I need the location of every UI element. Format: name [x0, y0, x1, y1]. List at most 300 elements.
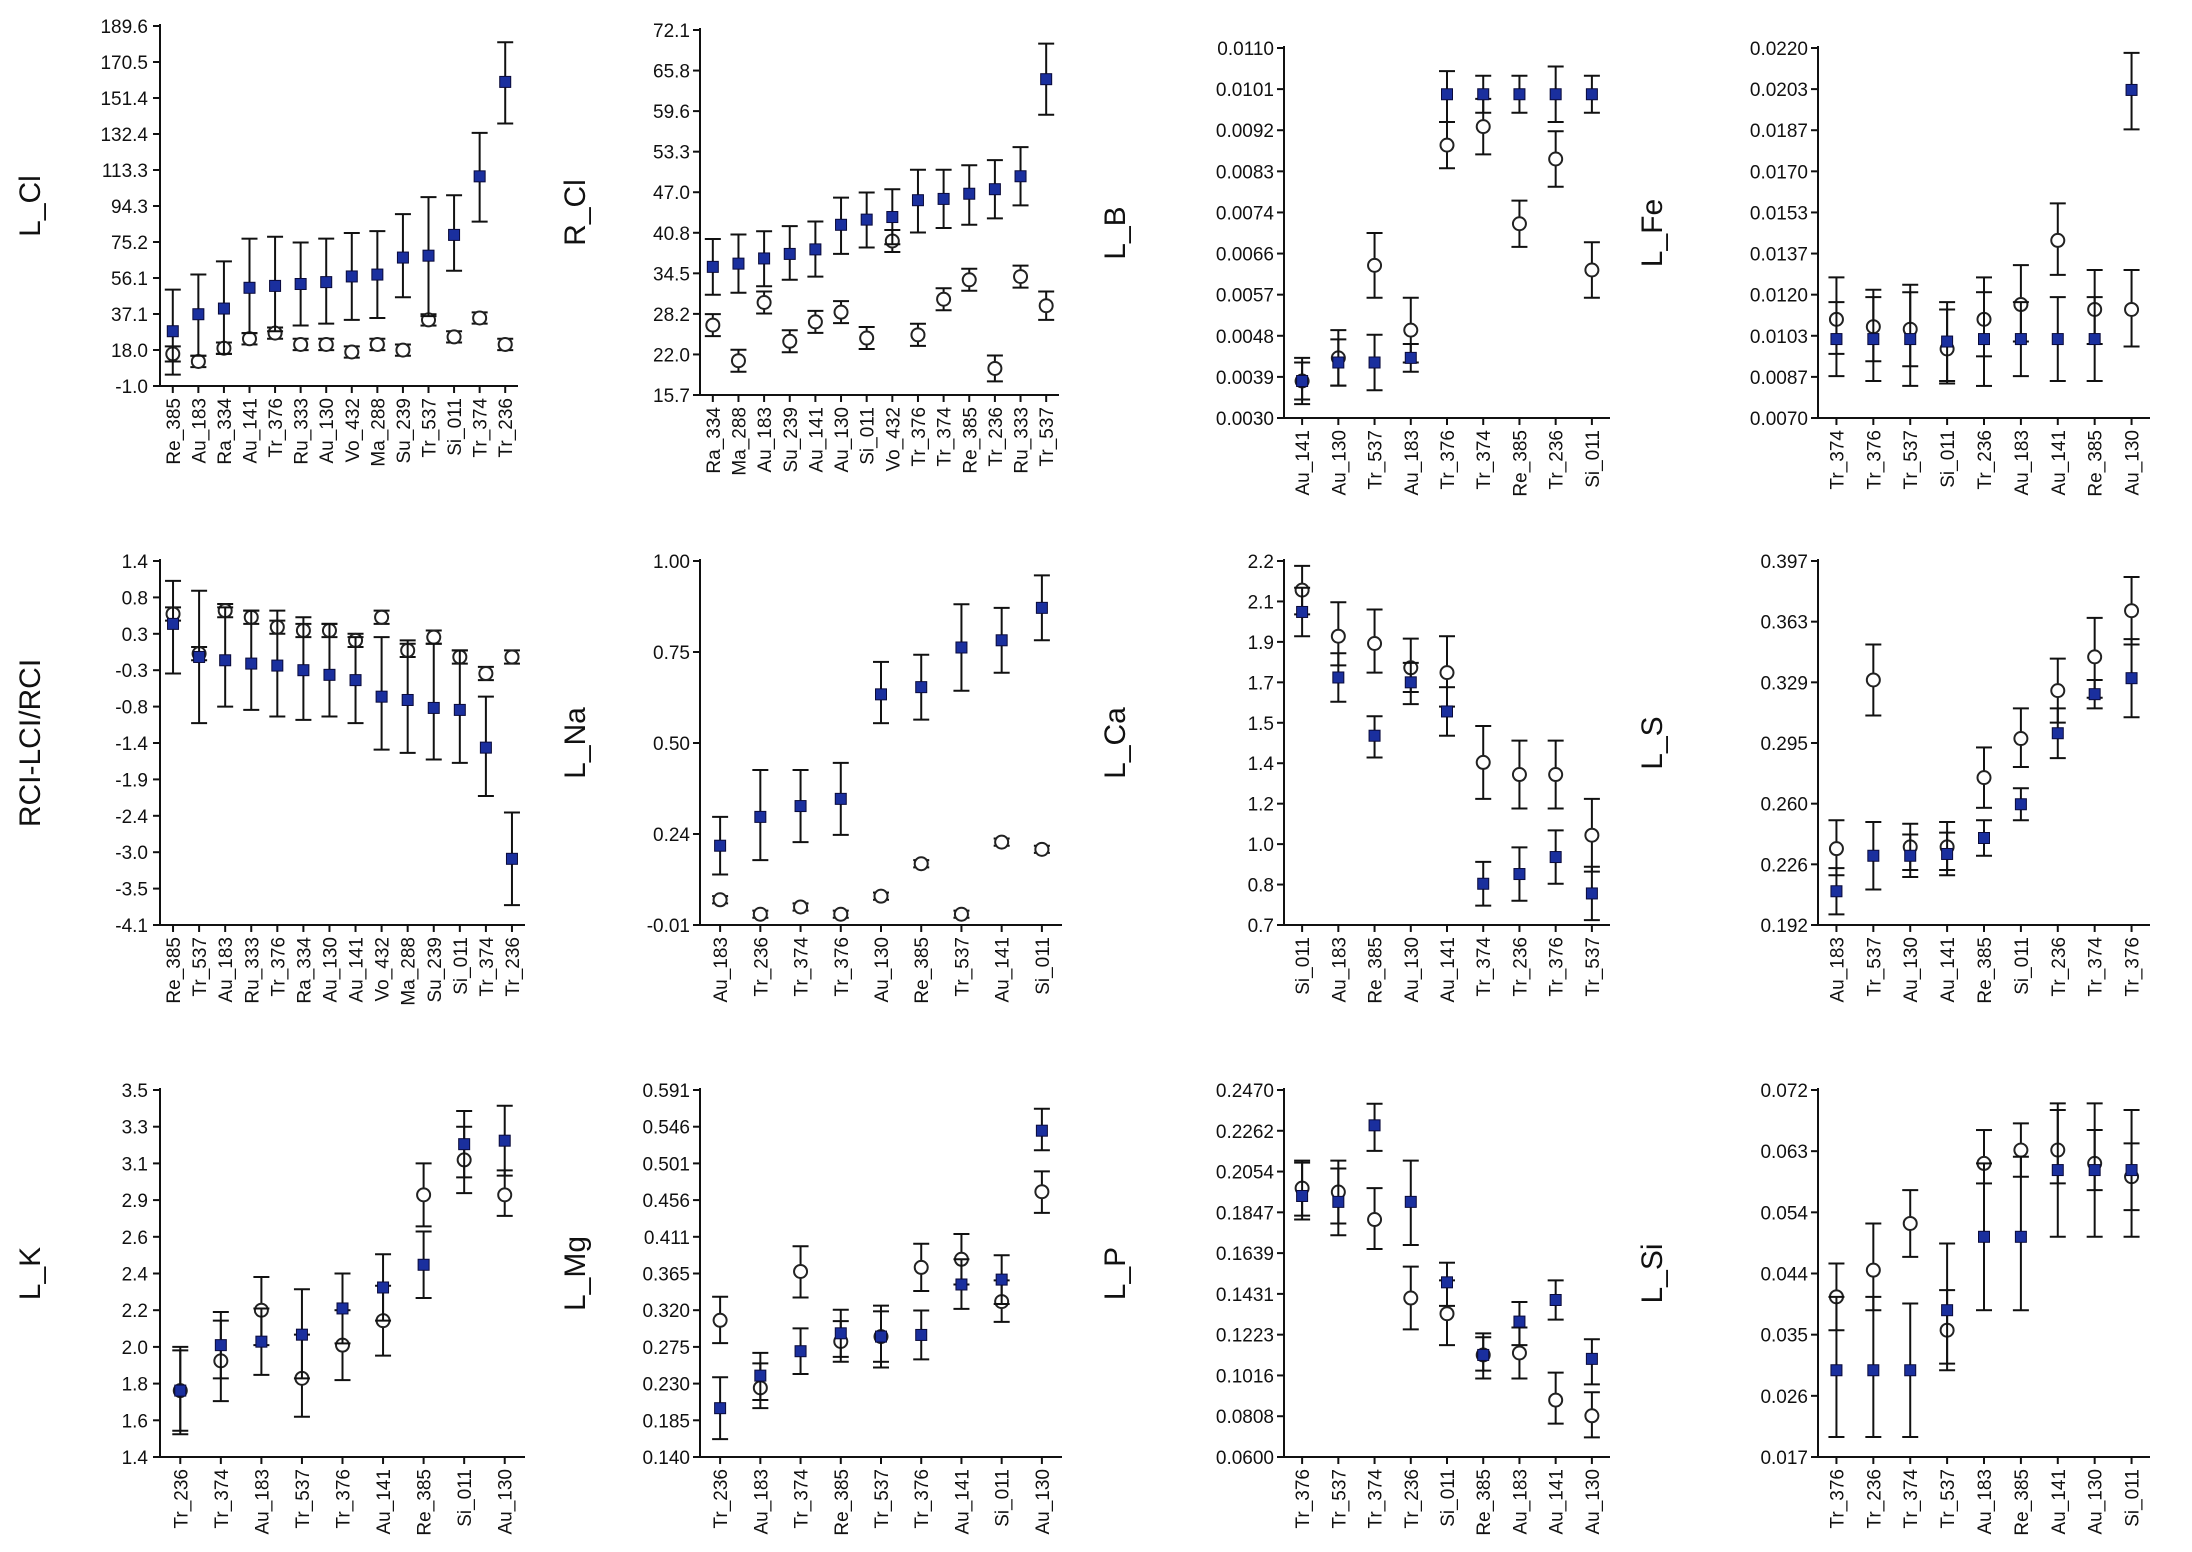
data-point-filled	[1942, 848, 1953, 859]
y-tick-label: -0.8	[115, 697, 148, 719]
y-tick-label: -1.0	[115, 377, 148, 398]
y-tick-label: 3.3	[121, 1117, 148, 1139]
series-filled	[165, 581, 520, 905]
x-tick-label: Re_385	[2011, 1469, 2033, 1536]
x-tick-label: Au_130	[1032, 1469, 1054, 1535]
data-point-open	[1904, 1217, 1917, 1230]
x-tick-label: Tr_537	[419, 398, 441, 458]
data-point-open	[915, 857, 928, 870]
y-tick-label: 0.456	[642, 1191, 690, 1213]
x-tick-label: Au_141	[1438, 937, 1459, 1003]
y-axis-title: L_P	[1099, 1246, 1132, 1301]
x-tick-label: Tr_376	[2122, 937, 2144, 997]
x-tick-label: Ma_288	[398, 937, 420, 1006]
y-tick-label: 0.591	[642, 1081, 690, 1102]
data-point-filled	[244, 282, 255, 293]
y-tick-label: 22.0	[653, 345, 690, 367]
data-point-filled	[218, 303, 229, 314]
chart-panel-1	[14, 17, 518, 467]
data-point-open	[1014, 270, 1027, 283]
data-point-open	[794, 900, 807, 913]
x-tick-label: Tr_236	[171, 1469, 193, 1529]
x-tick-label: Au_141	[1293, 430, 1315, 496]
x-tick-label: Tr_376	[908, 407, 930, 467]
x-tick-label: Tr_374	[211, 1469, 233, 1529]
y-tick-label: 0.0066	[1215, 244, 1274, 266]
data-point-filled	[168, 618, 179, 629]
data-point-open	[2051, 684, 2064, 697]
y-tick-label: 0.230	[642, 1374, 690, 1396]
series-open	[1294, 99, 1600, 400]
x-tick-label: Tr_376	[268, 937, 290, 997]
y-tick-label: 0.2470	[1215, 1081, 1274, 1102]
y-axis-title: L_S	[1636, 716, 1669, 770]
y-tick-label: 0.0220	[1749, 39, 1808, 60]
y-tick-label: 0.0074	[1215, 203, 1274, 225]
data-point-open	[995, 836, 1008, 849]
data-point-filled	[835, 793, 846, 804]
data-point-filled	[755, 1370, 766, 1381]
x-tick-label: Au_141	[346, 937, 368, 1003]
y-tick-label: 0.072	[1760, 1081, 1808, 1102]
data-point-filled	[428, 702, 439, 713]
y-tick-label: 0.035	[1760, 1325, 1808, 1347]
y-tick-label: 37.1	[111, 305, 148, 326]
data-point-filled	[989, 184, 1000, 195]
x-tick-label: Au_183	[1329, 937, 1351, 1003]
data-point-open	[937, 293, 950, 306]
y-tick-label: 53.3	[653, 142, 690, 164]
y-tick-label: 1.4	[121, 552, 148, 573]
x-tick-label: Si_011	[857, 407, 879, 465]
y-tick-label: 0.0170	[1749, 162, 1808, 184]
x-tick-label: Si_011	[2011, 937, 2033, 995]
data-point-filled	[1041, 74, 1052, 85]
y-tick-label: 59.6	[653, 102, 690, 124]
x-tick-label: Tr_236	[1864, 1469, 1886, 1529]
data-point-filled	[454, 704, 465, 715]
x-tick-label: Au_183	[1401, 430, 1423, 496]
data-point-filled	[506, 853, 517, 864]
data-point-filled	[2052, 1165, 2063, 1176]
x-tick-label: Vo_432	[342, 398, 364, 463]
y-tick-label: 1.4	[121, 1448, 148, 1469]
data-point-filled	[337, 1303, 348, 1314]
data-point-filled	[397, 252, 408, 263]
data-point-open	[1867, 673, 1880, 686]
x-tick-label: Au_141	[806, 407, 828, 473]
y-tick-label: 0.140	[642, 1448, 690, 1469]
y-tick-label: 0.0110	[1217, 39, 1274, 60]
data-point-filled	[1369, 1120, 1380, 1131]
chart-panel-6	[559, 552, 1062, 1004]
x-tick-label: Au_141	[2048, 1469, 2070, 1535]
data-point-filled	[270, 280, 281, 291]
y-tick-label: 47.0	[653, 183, 690, 205]
x-tick-label: Tr_374	[476, 937, 498, 997]
series-filled	[165, 42, 513, 374]
data-point-filled	[759, 253, 770, 264]
x-tick-label: Vo_432	[372, 937, 394, 1002]
data-point-filled	[1442, 1277, 1453, 1288]
data-point-filled	[996, 635, 1007, 646]
data-point-filled	[474, 171, 485, 182]
data-point-filled	[175, 1385, 186, 1396]
data-point-filled	[1478, 1349, 1489, 1360]
x-tick-label: Tr_374	[1365, 1469, 1387, 1529]
chart-panel-12	[1636, 1081, 2150, 1536]
y-tick-label: 40.8	[653, 223, 690, 245]
y-tick-label: 1.5	[1247, 713, 1274, 735]
x-tick-label: Si_011	[1582, 430, 1604, 488]
data-point-open	[243, 332, 256, 345]
x-tick-label: Tr_376	[333, 1469, 355, 1529]
x-tick-label: Re_385	[1510, 430, 1532, 497]
y-tick-label: 0.75	[653, 643, 690, 664]
x-tick-label: Ra_334	[703, 407, 725, 474]
x-tick-label: Tr_537	[952, 937, 974, 997]
y-tick-label: 0.017	[1760, 1448, 1808, 1469]
data-point-filled	[2015, 799, 2026, 810]
data-point-open	[1404, 1292, 1417, 1305]
y-tick-label: 1.0	[1247, 835, 1274, 857]
y-tick-label: 0.0030	[1215, 409, 1274, 430]
data-point-filled	[1868, 334, 1879, 345]
x-tick-label: Si_011	[1438, 1469, 1459, 1527]
x-tick-label: Au_183	[751, 1469, 773, 1535]
data-point-filled	[193, 309, 204, 320]
data-point-open	[963, 273, 976, 286]
data-point-open	[2125, 303, 2138, 316]
y-tick-label: 0.1431	[1215, 1284, 1274, 1306]
x-tick-label: Au_183	[711, 937, 733, 1003]
data-point-filled	[2126, 673, 2137, 684]
data-point-open	[1549, 153, 1562, 166]
x-tick-label: Tr_236	[1546, 430, 1568, 490]
data-point-filled	[916, 1329, 927, 1340]
data-point-open	[809, 315, 822, 328]
y-axis-title: R_Cl	[559, 179, 592, 246]
x-tick-label: Tr_374	[1474, 430, 1496, 490]
data-point-open	[2014, 1144, 2027, 1157]
data-point-open	[714, 1314, 727, 1327]
data-point-filled	[715, 1403, 726, 1414]
chart-panel-7	[1099, 552, 1610, 1004]
data-point-filled	[2089, 689, 2100, 700]
y-tick-label: 2.2	[1247, 552, 1274, 573]
x-tick-label: Tr_376	[1438, 430, 1459, 490]
y-tick-label: 34.5	[653, 264, 690, 286]
data-point-filled	[298, 665, 309, 676]
x-tick-label: Au_141	[240, 398, 262, 464]
y-tick-label: 0.0092	[1215, 121, 1274, 143]
data-point-open	[955, 908, 968, 921]
y-tick-label: 0.0137	[1749, 244, 1808, 266]
data-point-filled	[1905, 1365, 1916, 1376]
data-point-filled	[956, 642, 967, 653]
y-tick-label: 18.0	[111, 341, 148, 362]
x-tick-label: Ra_334	[294, 937, 316, 1004]
data-point-filled	[795, 801, 806, 812]
data-point-filled	[1015, 171, 1026, 182]
data-point-open	[396, 344, 409, 357]
x-tick-label: Tr_236	[751, 937, 773, 997]
data-point-filled	[1586, 888, 1597, 899]
y-tick-label: 1.00	[653, 552, 690, 573]
chart-panel-10	[559, 1081, 1062, 1536]
series-open	[165, 312, 513, 368]
data-point-filled	[916, 682, 927, 693]
y-tick-label: 72.1	[653, 21, 690, 42]
y-tick-label: -0.01	[646, 916, 690, 937]
data-point-open	[1441, 139, 1454, 152]
data-point-open	[754, 908, 767, 921]
data-point-open	[1830, 842, 1843, 855]
y-axis-title: L_Cl	[14, 175, 47, 237]
data-point-filled	[1550, 89, 1561, 100]
x-tick-label: Tr_236	[1401, 1469, 1423, 1529]
y-tick-label: 1.8	[121, 1374, 148, 1396]
x-tick-label: Au_141	[1546, 1469, 1568, 1535]
data-point-filled	[459, 1139, 470, 1150]
data-point-open	[1404, 324, 1417, 337]
x-tick-label: Tr_537	[1901, 430, 1923, 490]
data-point-open	[1978, 771, 1991, 784]
data-point-filled	[246, 658, 257, 669]
x-tick-label: Tr_376	[1546, 937, 1568, 997]
x-tick-label: Su_239	[780, 407, 802, 473]
x-tick-label: Au_183	[1510, 1469, 1532, 1535]
x-tick-label: Su_239	[393, 398, 415, 464]
y-tick-label: -0.3	[115, 661, 148, 683]
data-point-open	[2125, 604, 2138, 617]
data-point-filled	[912, 195, 923, 206]
data-point-filled	[295, 279, 306, 290]
data-point-filled	[1478, 89, 1489, 100]
y-tick-label: 56.1	[111, 269, 148, 290]
data-point-filled	[1369, 357, 1380, 368]
data-point-open	[1477, 120, 1490, 133]
y-tick-label: -1.9	[115, 770, 148, 792]
data-point-open	[1585, 1409, 1598, 1422]
series-filled	[712, 575, 1050, 874]
data-point-filled	[350, 675, 361, 686]
y-tick-label: 28.2	[653, 304, 690, 326]
data-point-filled	[321, 277, 332, 288]
data-point-filled	[423, 250, 434, 261]
data-point-filled	[2126, 84, 2137, 95]
data-point-filled	[1036, 602, 1047, 613]
y-axis-title: L_Ca	[1099, 707, 1132, 779]
data-point-filled	[1297, 606, 1308, 617]
data-point-filled	[167, 326, 178, 337]
data-point-filled	[715, 840, 726, 851]
data-point-filled	[1868, 1365, 1879, 1376]
data-point-open	[783, 335, 796, 348]
y-tick-label: 0.0070	[1749, 409, 1808, 430]
data-point-open	[1441, 666, 1454, 679]
data-point-open	[834, 908, 847, 921]
data-point-filled	[256, 1336, 267, 1347]
data-point-filled	[1868, 850, 1879, 861]
x-tick-label: Au_130	[1329, 430, 1351, 496]
x-tick-label: Tr_376	[1864, 430, 1886, 490]
y-tick-label: 0.0187	[1749, 121, 1808, 143]
x-tick-label: Si_011	[1293, 937, 1315, 995]
y-tick-label: 0.2054	[1215, 1162, 1274, 1184]
data-point-open	[714, 893, 727, 906]
x-tick-label: Tr_374	[934, 407, 956, 467]
data-point-filled	[1550, 852, 1561, 863]
y-tick-label: 0.0103	[1749, 326, 1808, 348]
data-point-filled	[1905, 334, 1916, 345]
x-tick-label: Si_011	[992, 1469, 1014, 1527]
data-point-open	[1513, 768, 1526, 781]
data-point-filled	[1514, 89, 1525, 100]
x-tick-label: Re_385	[1474, 1469, 1496, 1536]
x-tick-label: Tr_236	[496, 398, 518, 458]
x-tick-label: Au_141	[992, 937, 1014, 1003]
data-point-open	[1368, 637, 1381, 650]
data-point-open	[875, 890, 888, 903]
x-tick-label: Au_130	[2122, 430, 2144, 496]
y-tick-label: 0.063	[1760, 1142, 1808, 1164]
x-tick-label: Tr_376	[1293, 1469, 1315, 1529]
x-tick-label: Tr_537	[1582, 937, 1604, 997]
y-tick-label: 0.546	[642, 1117, 690, 1139]
data-point-filled	[324, 669, 335, 680]
y-tick-label: 3.1	[121, 1154, 148, 1176]
y-axis-title: L_B	[1099, 206, 1132, 260]
x-tick-label: Vo_432	[883, 407, 905, 472]
x-tick-label: Tr_374	[1901, 1469, 1923, 1529]
x-tick-label: Au_130	[317, 398, 339, 464]
data-point-open	[860, 332, 873, 345]
x-tick-label: Au_141	[374, 1469, 396, 1535]
y-tick-label: 0.320	[642, 1301, 690, 1323]
y-tick-label: 3.5	[121, 1081, 148, 1102]
data-point-open	[448, 330, 461, 343]
data-point-open	[192, 355, 205, 368]
data-point-open	[1513, 217, 1526, 230]
x-tick-label: Au_141	[2048, 430, 2070, 496]
x-tick-label: Tr_236	[2048, 937, 2070, 997]
data-point-filled	[296, 1329, 307, 1340]
data-point-open	[2014, 732, 2027, 745]
x-tick-label: Ru_333	[291, 398, 313, 465]
data-point-filled	[1831, 1365, 1842, 1376]
data-point-filled	[835, 1328, 846, 1339]
data-point-open	[345, 346, 358, 359]
x-tick-label: Au_141	[1938, 937, 1960, 1003]
data-point-filled	[1942, 1305, 1953, 1316]
x-tick-label: Si_011	[1938, 430, 1960, 488]
x-tick-label: Tr_374	[791, 937, 813, 997]
y-tick-label: 0.1847	[1215, 1203, 1274, 1225]
data-point-filled	[194, 651, 205, 662]
x-tick-label: Re_385	[960, 407, 982, 474]
data-point-filled	[876, 1331, 887, 1342]
y-tick-label: 0.0153	[1749, 203, 1808, 225]
data-point-open	[371, 338, 384, 351]
y-tick-label: 2.1	[1247, 592, 1274, 614]
data-point-open	[706, 319, 719, 332]
data-point-filled	[1405, 1196, 1416, 1207]
data-point-open	[1040, 299, 1053, 312]
x-tick-label: Tr_537	[1329, 1469, 1351, 1529]
data-point-filled	[2126, 1165, 2137, 1176]
x-tick-label: Tr_376	[831, 937, 853, 997]
y-tick-label: 0.0039	[1215, 367, 1274, 389]
series-open	[165, 604, 520, 680]
x-tick-label: Re_385	[163, 398, 185, 465]
data-point-open	[1332, 630, 1345, 643]
y-tick-label: 94.3	[111, 197, 148, 218]
data-point-filled	[887, 212, 898, 223]
y-tick-label: -2.4	[115, 806, 148, 828]
y-tick-label: 0.1016	[1215, 1366, 1274, 1388]
x-tick-label: Au_183	[1975, 1469, 1996, 1535]
data-point-filled	[938, 193, 949, 204]
y-tick-label: 151.4	[100, 89, 148, 110]
data-point-open	[1585, 264, 1598, 277]
x-tick-label: Ra_334	[214, 398, 236, 465]
y-tick-label: 0.026	[1760, 1386, 1808, 1408]
y-axis-title: L_Fe	[1636, 198, 1669, 268]
y-tick-label: 1.6	[121, 1411, 148, 1433]
x-tick-label: Tr_537	[1938, 1469, 1960, 1529]
y-tick-label: 75.2	[111, 233, 148, 254]
data-point-open	[1477, 756, 1490, 769]
y-tick-label: -3.0	[115, 843, 148, 865]
y-tick-label: 0.411	[643, 1227, 690, 1249]
data-point-filled	[378, 1282, 389, 1293]
y-tick-label: 0.2262	[1215, 1121, 1274, 1143]
data-point-open	[499, 338, 512, 351]
data-point-filled	[733, 258, 744, 269]
y-axis-title: L_Mg	[559, 1235, 592, 1312]
data-point-filled	[1979, 832, 1990, 843]
y-tick-label: 132.4	[100, 125, 148, 146]
y-tick-label: 0.0808	[1215, 1407, 1274, 1429]
data-point-open	[1441, 1307, 1454, 1320]
x-tick-label: Tr_374	[1827, 430, 1849, 490]
x-tick-label: Tr_537	[872, 1469, 893, 1529]
x-tick-label: Tr_537	[292, 1469, 314, 1529]
data-point-filled	[272, 660, 283, 671]
y-tick-label: 15.7	[653, 386, 690, 407]
data-point-filled	[1333, 357, 1344, 368]
y-tick-label: 0.7	[1247, 916, 1274, 937]
data-point-filled	[956, 1279, 967, 1290]
data-point-filled	[1405, 352, 1416, 363]
data-point-filled	[1036, 1125, 1047, 1136]
data-point-open	[732, 354, 745, 367]
data-point-filled	[1586, 1353, 1597, 1364]
y-tick-label: 0.044	[1760, 1264, 1808, 1286]
y-tick-label: 0.1223	[1215, 1325, 1274, 1347]
data-point-filled	[500, 76, 511, 87]
x-tick-label: Au_130	[1582, 1469, 1604, 1535]
data-point-filled	[1297, 1190, 1308, 1201]
data-point-filled	[755, 811, 766, 822]
data-point-open	[1368, 1213, 1381, 1226]
data-point-filled	[1297, 376, 1308, 387]
data-point-filled	[836, 219, 847, 230]
x-tick-label: Re_385	[912, 937, 934, 1004]
data-point-open	[1585, 829, 1598, 842]
data-point-open	[294, 338, 307, 351]
